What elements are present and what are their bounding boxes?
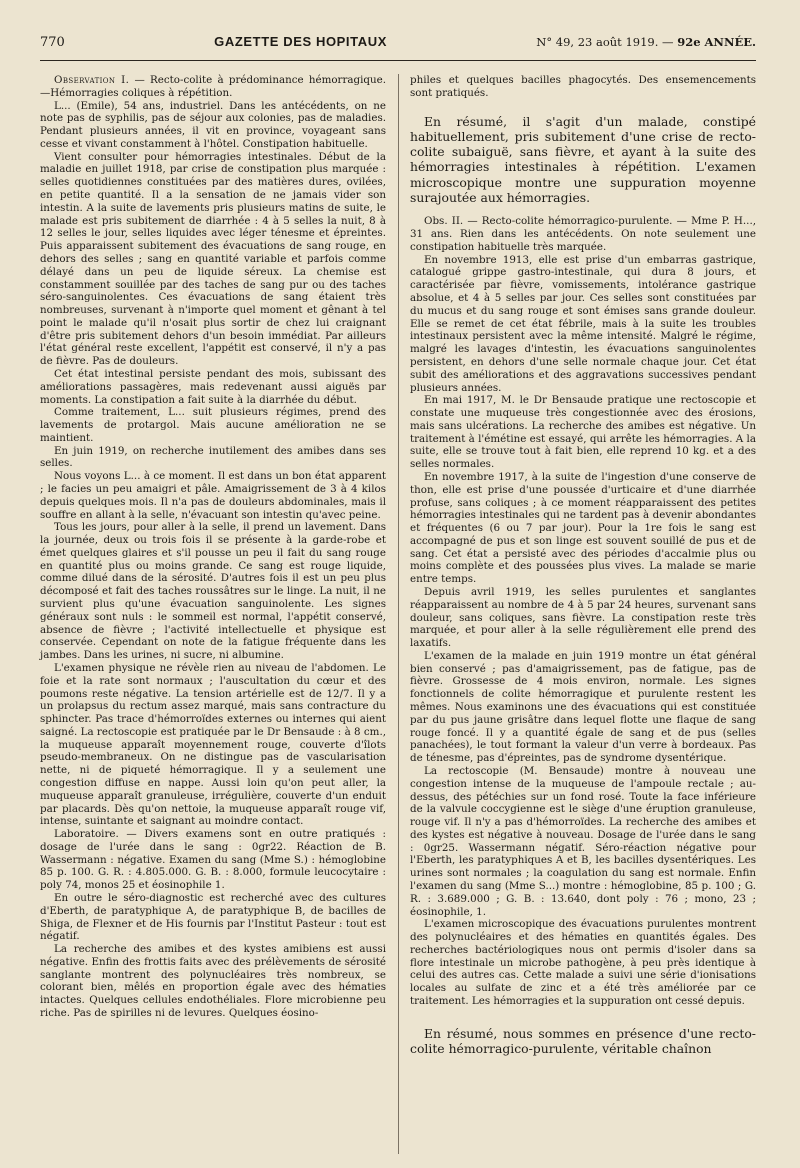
header-rule: [40, 60, 756, 61]
observation-heading: [40, 74, 386, 100]
issue-info: [536, 35, 756, 49]
paragraph: Vient consulter pour hémorragies intestinales. Début de la maladie en juillet 1918, par crise de constipation plus marquée : selles quotidiennes constituées par des matières dures, ovilées, en petite quantité. Il a la sensation de ne jamais vider son intestin. A la suite de lavements pris plusieurs matins de suite, le malade est pris subitement de diarrhée : 4 à 5 selles la nuit, 8 à 12 selles le jour, selles liquides avec léger ténesme et épreintes. Puis apparaissent subitement des évacuations de sang rouge, en dehors des selles ; sang en quantité variable et parfois comme délayé dans un peu de liquide séreux. La chemise est constamment souillée par des taches de sang pur ou des taches séro-sanguinolentes. Ces évacuations de sang étaient très nombreuses, survenant à n'importe quel moment et gênant à tel point le malade qu'il n'osait plus sortir de chez lui craignant d'être pris subitement dehors d'un besoin immédiat. Par ailleurs l'état général reste excellent, l'appétit est conservé, il n'y a pas de fièvre. Pas de douleurs.: [40, 150, 386, 368]
paragraph: La rectoscopie (M. Bensaude) montre à nouveau une congestion intense de la muqueuse de l'ampoule rectale ; au-dessus, des pétéchies sur un fond rosé. Toute la face inférieure de la valvule coccygienne est le siège d'une éruption granuleuse, rouge vif. Il n'y a pas d'hémorroïdes. La recherche des amibes et des kystes est négative à nouveau. Dosage de l'urée dans le sang : 0gr25. Wassermann négatif. Séro-réaction négative pour l'Eberth, les paratyphiques A et B, les bacilles dysentériques. Les urines sont normales ; la coagulation du sang est normale. Enfin l'examen du sang (Mme S...) montre : hémoglobine, 85 p. 100 ; G. R. : 3.689.000 ; G. B. : 13.640, dont poly : 76 ; mono, 23 ; éosinophile, 1.: [410, 764, 756, 918]
summary-paragraph-2: En résumé, nous sommes en présence d'une recto-colite hémorragico-purulente, véritable chaînon: [410, 1025, 756, 1057]
paragraph: Laboratoire. — Divers examens sont en outre pratiqués : dosage de l'urée dans le sang : 0gr22. Réaction de B. Wassermann : négative. Examen du sang (Mme S.) : hémoglobine 85 p. 100. G. R. : 4.805.000. G. B. : 8.000, formule leucocytaire : poly 74, monos 25 et éosinophile 1.: [40, 828, 386, 892]
article-columns: [40, 74, 756, 1154]
paragraph: Nous voyons L... à ce moment. Il est dans un bon état apparent ; le facies un peu amaigri et pâle. Amaigrissement de 3 à 4 kilos depuis quelques mois. Il n'a pas de douleurs abdominales, mais il souffre en allant à la selle, n'évacuant son intestin qu'avec peine.: [40, 470, 386, 521]
page-header: [40, 34, 756, 56]
paragraph: En outre le séro-diagnostic est recherché avec des cultures d'Eberth, de paratyphique A, de paratyphique B, de bacilles de Shiga, de Flexner et de His fournis par l'Institut Pasteur : tout est négatif.: [40, 892, 386, 943]
observation-heading-2: Obs. II. — Recto-colite hémorragico-purulente. — Mme P. H..., 31 ans. Rien dans les antécédents. On note seulement une constipation habituelle très marquée.: [410, 215, 756, 253]
paragraph: En juin 1919, on recherche inutilement des amibes dans ses selles.: [40, 444, 386, 470]
paragraph: En mai 1917, M. le Dr Bensaude pratique une rectoscopie et constate une muqueuse très congestionnée avec des érosions, mais sans ulcérations. La recherche des amibes est négative. Un traitement à l'émétine est essayé, qui arrête les hémorragies. A la suite, elle se trouve tout à fait bien, elle reprend 10 kg. et a des selles normales.: [410, 394, 756, 471]
summary-paragraph: En résumé, il s'agit d'un malade, constipé habituellement, pris subitement d'une crise de recto-colite subaiguë, sans fièvre, et ayant à la suite des hémorragies intestinales à répétition. L'examen microscopique montre une suppuration moyenne surajoutée aux hémorragies.: [410, 113, 756, 206]
paragraph: Cet état intestinal persiste pendant des mois, subissant des améliorations passagères, mais redevenant aussi aiguës par moments. La constipation a fait suite à la diarrhée du début.: [40, 367, 386, 406]
paragraph: Tous les jours, pour aller à la selle, il prend un lavement. Dans la journée, deux ou trois fois il se présente à la garde-robe et émet quelques glaires et s'il pousse un peu il fait du sang rouge en quantité plus ou moins grande. Ce sang est rouge liquide, comme dilué dans de la sérosité. D'autres fois il est un peu plus décomposé et fait des taches roussâtres sur le linge. La nuit, il ne survient plus qu'une évacuation sanguinolente. Les signes généraux sont nuls : le sommeil est normal, l'appétit conservé, absence de fièvre ; l'activité intellectuelle et physique est conservée. Cependant on note de la fatigue fréquente dans les jambes. Dans les urines, ni sucre, ni albumine.: [40, 521, 386, 662]
paragraph: Depuis avril 1919, les selles purulentes et sanglantes réapparaissent au nombre de 4 à 5 par 24 heures, survenant sans douleur, sans coliques, sans fièvre. La constipation reste très marquée, et pour aller à la selle régulièrement elle prend des laxatifs.: [410, 586, 756, 650]
paragraph: L'examen de la malade en juin 1919 montre un état général bien conservé ; pas d'amaigrissement, pas de fatigue, pas de fièvre. Grossesse de 4 mois environ, normale. Les signes fonctionnels de colite hémorragique et purulente restent les mêmes. Nous examinons une des évacuations qui est constituée par du pus jaune grisâtre dans lequel flotte une flaque de sang rouge foncé. Il y a quantité égale de sang et de pus (selles panachées), le tout formant la valeur d'un verre à bordeaux. Pas de ténesme, pas d'épreintes, pas de syndrome dysentérique.: [410, 649, 756, 765]
paragraph: L'examen physique ne révèle rien au niveau de l'abdomen. Le foie et la rate sont normaux ; l'auscultation du cœur et des poumons reste négative. La tension artérielle est de 12/7. Il y a un prolapsus du rectum assez marqué, mais sans contracture du sphincter. Pas trace d'hémorroïdes externes ou internes qui aient saigné. La rectoscopie est pratiquée par le Dr Bensaude : à 8 cm., la muqueuse apparaît moyennement rouge, couverte d'îlots pseudo-membraneux. On ne distingue pas de vascularisation nette, ni de piqueté hémorragique. Il y a seulement une congestion diffuse en nappe. Aussi loin qu'on peut aller, la muqueuse apparaît granuleuse, irrégulière, couverte d'un enduit par placards. Dès qu'on nettoie, la muqueuse apparaît rouge vif, intense, suintante et saignant au moindre contact.: [40, 661, 386, 828]
paragraph: La recherche des amibes et des kystes amibiens est aussi négative. Enfin des frottis faits avec des prélèvements de sérosité sanglante montrent des polynucléaires très nombreux, se colorant bien, mêlés en proportion égale avec des hématies intactes. Quelques cellules endothéliales. Flore microbienne peu riche. Pas de spirilles ni de levures. Quelques éosino-: [40, 943, 386, 1020]
page-number: 770: [40, 35, 65, 50]
paragraph: Comme traitement, L... suit plusieurs régimes, prend des lavements de protargol. Mais aucune amélioration ne se maintient.: [40, 406, 386, 444]
paragraph: En novembre 1913, elle est prise d'un embarras gastrique, catalogué grippe gastro-intestinale, qui dura 8 jours, et caractérisée par fièvre, vomissements, intolérance gastrique absolue, et 4 à 5 selles par jour. Ces selles sont constituées par du mucus et du sang rouge et sont émises sans grande douleur. Elle se remet de cet état fébrile, mais à la suite les troubles intestinaux persistent avec la même intensité. Malgré le régime, malgré les lavages d'intestin, les évacuations sanguinolentes persistent, en dehors d'une selle normale chaque jour. Cet état subit des améliorations et des aggravations successives pendant plusieurs années.: [410, 253, 756, 394]
year-label: 92e ANNÉE.: [677, 35, 756, 49]
paragraph: philes et quelques bacilles phagocytés. Des ensemencements sont pratiqués.: [410, 74, 756, 99]
right-column: [398, 74, 756, 1154]
issue-date: N° 49, 23 août 1919. —: [536, 35, 674, 49]
paragraph: L... (Emile), 54 ans, industriel. Dans les antécédents, on ne note pas de syphilis, pas de séjour aux colonies, pas de maladies. Pendant plusieurs années, il vit en province, voyageant sans cesse et vivant constamment à l'hôtel. Constipation habituelle.: [40, 99, 386, 150]
observation-title: — Recto-colite à prédominance hémorragique. —Hémorragies coliques à répétition.: [40, 74, 386, 99]
journal-title: GAZETTE DES HOPITAUX: [214, 34, 387, 49]
left-column: [40, 74, 386, 1154]
paragraph: L'examen microscopique des évacuations purulentes montrent des polynucléaires et des hématies en quantités égales. Des recherches bactériologiques nous ont permis d'isoler dans sa flore intestinale un microbe pathogène, à peu près identique à celui des autres cas. Cette malade a suivi une série d'ionisations locales au sulfate de zinc et a été très améliorée par ce traitement. Les hémorragies et la suppuration ont cessé depuis.: [410, 918, 756, 1007]
observation-label: Observation I.: [54, 74, 130, 86]
paragraph: En novembre 1917, à la suite de l'ingestion d'une conserve de thon, elle est prise d'une poussée d'urticaire et d'une diarrhée profuse, sans coliques ; à ce moment réapparaissent des petites hémorragies intestinales qui ne tardent pas à devenir abondantes et fréquentes (6 ou 7 par jour). Pour la 1re fois le sang est accompagné de pus et son linge est souvent souillé de pus et de sang. Cet état a persisté avec des périodes d'accalmie plus ou moins complète et des poussées plus vives. La malade se marie entre temps.: [410, 470, 756, 586]
